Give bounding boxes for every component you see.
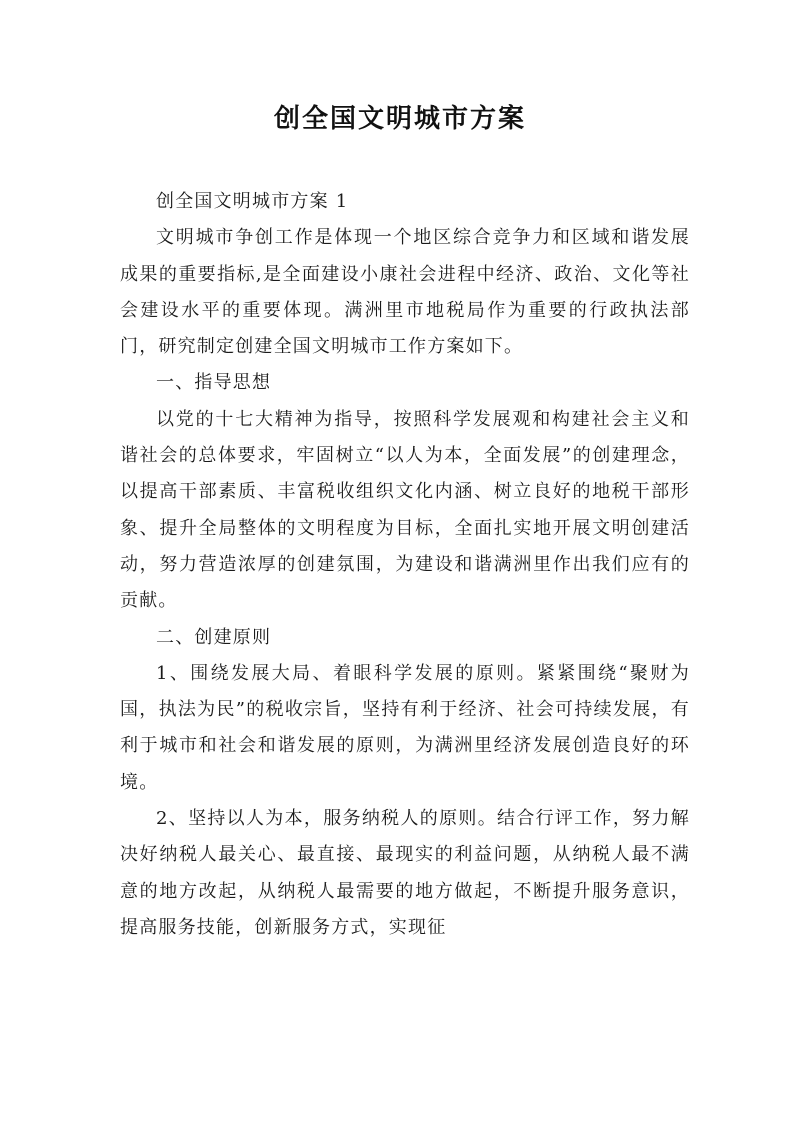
principle-1-paragraph: 1、围绕发展大局、着眼科学发展的原则。紧紧围绕“聚财为国，执法为民”的税收宗旨，坚持有利于经济、社会可持续发展，有利于城市和社会和谐发展的原则，为满洲里经济发展创造良好的环境。 xyxy=(120,662,690,793)
intro-paragraph: 文明城市争创工作是体现一个地区综合竞争力和区域和谐发展成果的重要指标,是全面建设小康社会进程中经济、政治、文化等社会建设水平的重要体现。满洲里市地税局作为重要的行政执法部门，研究制定创建全国文明城市工作方案如下。 xyxy=(120,227,690,358)
document-title: 创全国文明城市方案 xyxy=(273,104,526,134)
subtitle-paragraph: 创全国文明城市方案 1 xyxy=(156,191,349,212)
section-heading-guiding-ideology: 一、指导思想 xyxy=(156,372,272,394)
guiding-ideology-paragraph: 以党的十七大精神为指导，按照科学发展观和构建社会主义和谐社会的总体要求，牢固树立“以人为本，全面发展”的创建理念，以提高干部素质、丰富税收组织文化内涵、树立良好的地税干部形象、提升全局整体的文明程度为目标，全面扎实地开展文明创建活动，努力营造浓厚的创建氛围，为建设和谐满洲里作出我们应有的贡献。 xyxy=(120,408,690,612)
section-heading-principles: 二、创建原则 xyxy=(156,626,272,648)
principle-2-paragraph: 2、坚持以人为本，服务纳税人的原则。结合行评工作，努力解决好纳税人最关心、最直接、最现实的利益问题，从纳税人最不满意的地方改起，从纳税人最需要的地方做起，不断提升服务意识，提高服务技能，创新服务方式，实现征 xyxy=(120,808,690,938)
document-body xyxy=(120,184,690,946)
